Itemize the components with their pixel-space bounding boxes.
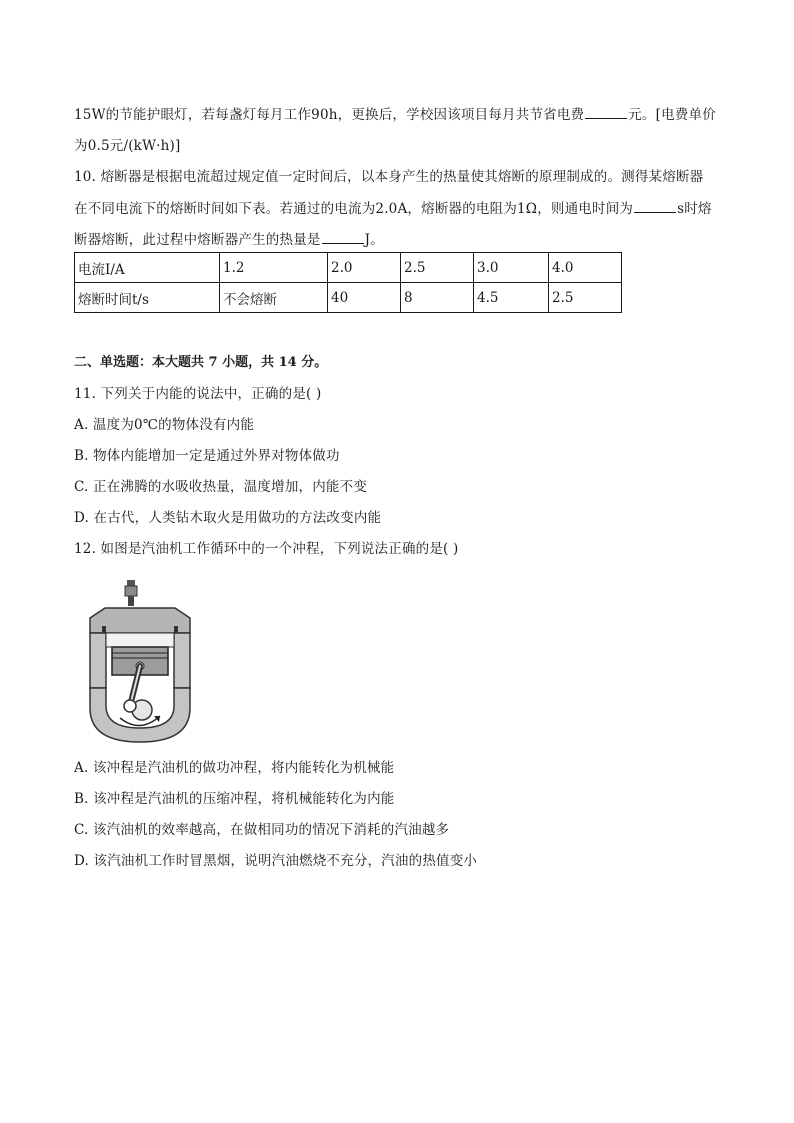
table-cell: 3.0 [474,253,549,283]
spark-plug-icon [125,580,137,606]
q11-option-d[interactable]: D. 在古代，人类钻木取火是用做功的方法改变内能 [74,510,382,526]
q11-stem: 11. 下列关于内能的说法中，正确的是( ) [74,386,322,402]
q10-line-3 [74,229,384,250]
crankshaft-icon [124,700,152,720]
table-cell: 2.0 [328,253,401,283]
q9-text: 15W的节能护眼灯，若每盏灯每月工作90h，更换后，学校因该项目每月共节省电费 [74,107,585,123]
q9-text-end: 元。[电费单价 [628,107,716,123]
q12-option-a[interactable]: A. 该冲程是汽油机的做功冲程，将内能转化为机械能 [74,760,395,776]
answer-blank[interactable] [634,198,676,213]
table-cell: 2.5 [401,253,474,283]
q10-text-end: s时熔 [677,201,712,217]
table-cell: 电流I/A [75,253,220,283]
section-heading: 二、单选题：本大题共 7 小题，共 14 分。 [74,355,328,370]
q9-line-2: 为0.5元/(kW·h)] [74,138,181,154]
q11-option-b[interactable]: B. 物体内能增加一定是通过外界对物体做功 [74,448,340,464]
q10-text-end: J。 [364,232,384,248]
q12-option-b[interactable]: B. 该冲程是汽油机的压缩冲程，将机械能转化为内能 [74,791,395,807]
answer-blank[interactable] [585,104,627,119]
q12-stem: 12. 如图是汽油机工作循环中的一个冲程，下列说法正确的是( ) [74,541,459,557]
q12-option-c[interactable]: C. 该汽油机的效率越高，在做相同功的情况下消耗的汽油越多 [74,822,450,838]
table-cell: 4.0 [549,253,622,283]
gasoline-engine-diagram [80,578,200,746]
q10-text: 断器熔断，此过程中熔断器产生的热量是 [74,232,321,248]
fuse-data-table [74,252,622,313]
table-cell: 8 [401,283,474,313]
q10-line-2 [74,198,712,219]
table-cell: 40 [328,283,401,313]
table-cell: 2.5 [549,283,622,313]
table-cell: 1.2 [220,253,328,283]
table-cell: 不会熔断 [220,283,328,313]
q10-text: 在不同电流下的熔断时间如下表。若通过的电流为2.0A，熔断器的电阻为1Ω，则通电时间为 [74,201,634,217]
q12-option-d[interactable]: D. 该汽油机工作时冒黑烟，说明汽油燃烧不充分，汽油的热值变小 [74,853,478,869]
q9-line-1 [74,104,716,125]
q11-option-c[interactable]: C. 正在沸腾的水吸收热量，温度增加，内能不变 [74,479,368,495]
q11-option-a[interactable]: A. 温度为0℃的物体没有内能 [74,417,255,433]
table-cell: 熔断时间t/s [75,283,220,313]
table-row [75,253,622,283]
table-row [75,283,622,313]
answer-blank[interactable] [322,229,364,244]
table-cell: 4.5 [474,283,549,313]
q10-line-1: 10. 熔断器是根据电流超过规定值一定时间后，以本身产生的热量使其熔断的原理制成的。测得某熔断器 [74,169,704,185]
